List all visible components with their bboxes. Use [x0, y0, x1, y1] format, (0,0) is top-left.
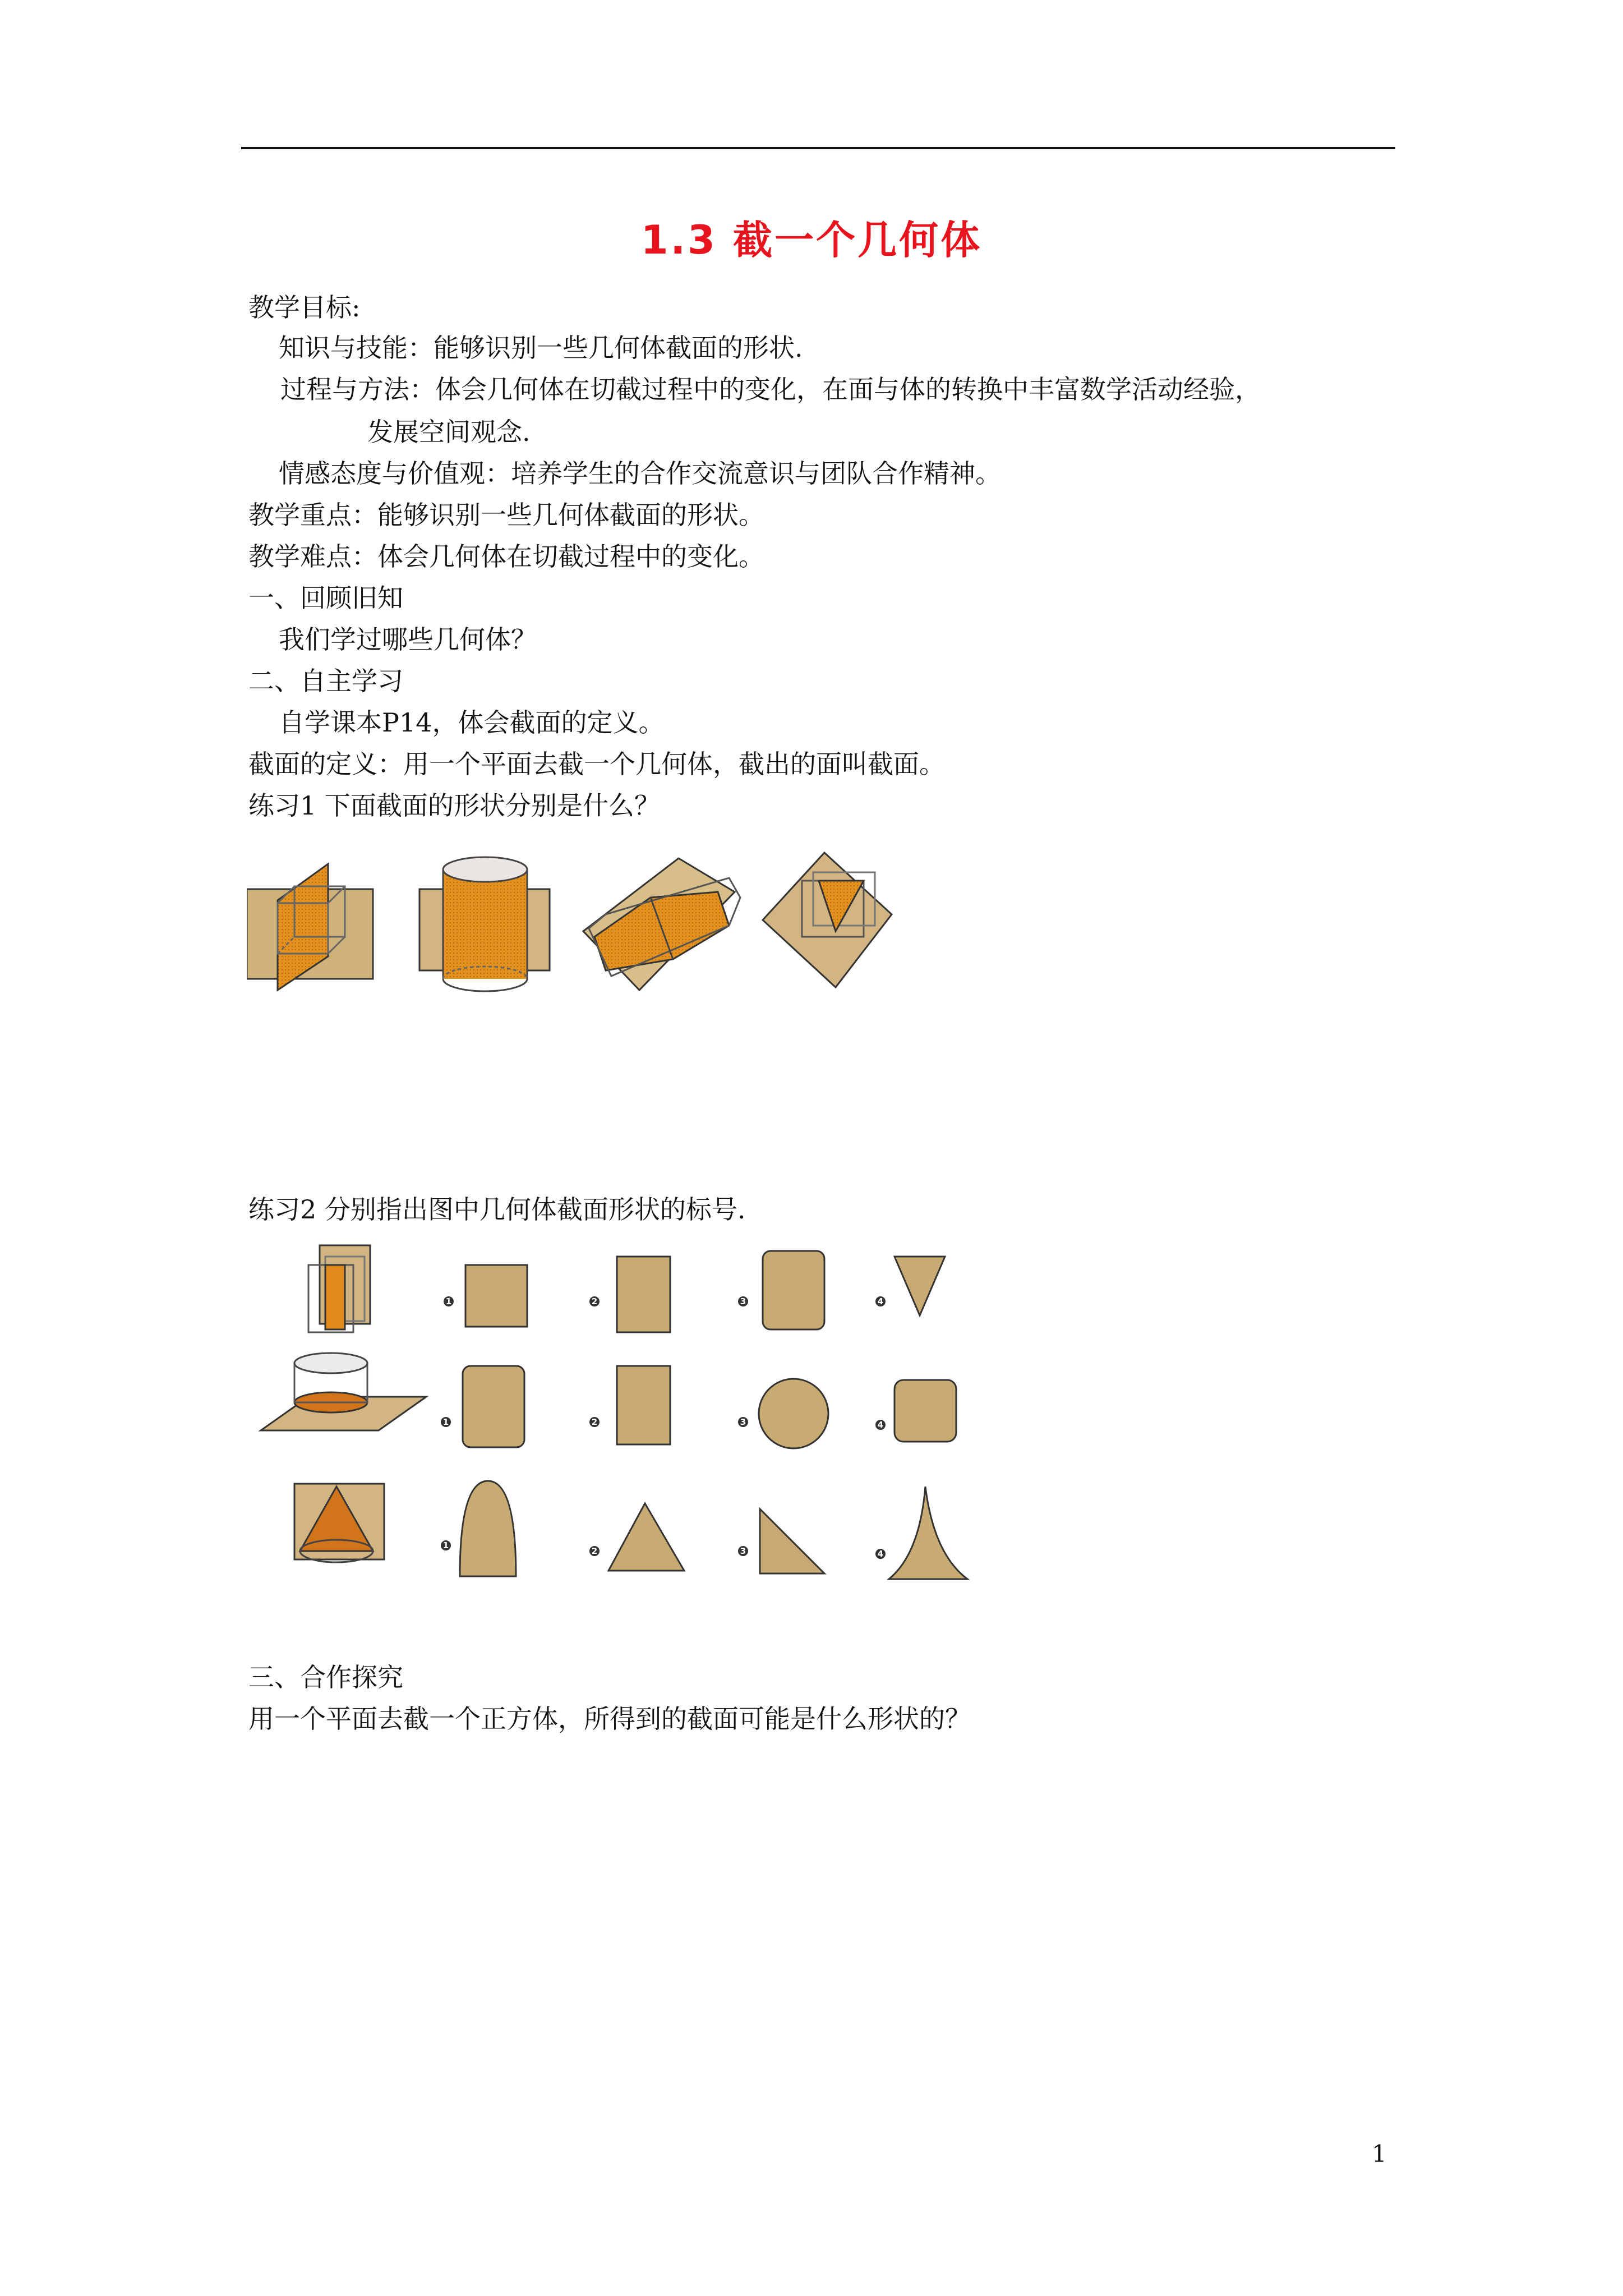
section-self-study-heading: 二、自主学习 — [248, 666, 403, 696]
opt-1-label: 1 — [445, 1296, 452, 1306]
difficulty: 教学难点：体会几何体在切截过程中的变化。 — [248, 541, 764, 572]
row2-cylinder — [261, 1353, 426, 1430]
page-number: 1 — [1372, 2140, 1387, 2168]
section-explore-heading: 三、合作探究 — [248, 1662, 403, 1692]
svg-text:4: 4 — [877, 1420, 884, 1430]
rectangle-shape — [617, 1257, 670, 1332]
svg-text:2: 2 — [591, 1296, 598, 1306]
svg-text:1: 1 — [442, 1540, 449, 1550]
circle-shape — [759, 1379, 828, 1448]
row3-cone — [294, 1484, 384, 1562]
cube-plane-figure — [247, 864, 373, 990]
objective-attitude: 情感态度与价值观：培养学生的合作交流意识与团队合作精神。 — [279, 458, 1001, 489]
curved-triangle-shape — [889, 1487, 967, 1579]
svg-text:3: 3 — [740, 1417, 746, 1427]
header-rule — [241, 147, 1395, 149]
objective-process-cont: 发展空间观念. — [367, 417, 531, 447]
rounded-rect-shape — [763, 1251, 824, 1329]
triangle-shape — [895, 1257, 945, 1315]
exercise1-label: 练习1 下面截面的形状分别是什么？ — [248, 790, 660, 821]
cube-diagonal-figure — [763, 853, 892, 987]
svg-text:1: 1 — [442, 1417, 449, 1427]
section-review-heading: 一、回顾旧知 — [248, 583, 403, 613]
prism-plane-figure — [583, 858, 740, 990]
svg-text:3: 3 — [740, 1296, 746, 1306]
svg-text:3: 3 — [740, 1546, 746, 1556]
page-title: 1.3 截一个几何体 — [640, 217, 983, 263]
review-question: 我们学过哪些几何体？ — [279, 624, 537, 655]
objective-process: 过程与方法：体会几何体在切截过程中的变化，在面与体的转换中丰富数学活动经验， — [280, 374, 1261, 404]
explore-question: 用一个平面去截一个正方体，所得到的截面可能是什么形状的？ — [248, 1704, 971, 1734]
cross-section-definition: 截面的定义：用一个平面去截一个几何体，截出的面叫截面。 — [248, 749, 945, 779]
exercise1-figures — [247, 847, 903, 999]
svg-text:2: 2 — [591, 1417, 598, 1427]
svg-text:4: 4 — [877, 1296, 884, 1306]
parabola-shape — [460, 1481, 516, 1576]
svg-text:2: 2 — [591, 1546, 598, 1556]
square-shape — [465, 1265, 527, 1327]
row1-prism — [308, 1245, 370, 1332]
exercise2-figures — [258, 1240, 981, 1593]
svg-text:4: 4 — [877, 1549, 884, 1559]
self-study-text: 自学课本P14，体会截面的定义。 — [279, 707, 665, 738]
cylinder-plane-figure — [419, 857, 550, 991]
objectives-heading: 教学目标: — [248, 292, 361, 323]
key-point: 教学重点：能够识别一些几何体截面的形状。 — [248, 500, 764, 530]
exercise2-label: 练习2 分别指出图中几何体截面形状的标号. — [248, 1194, 746, 1225]
objective-knowledge: 知识与技能：能够识别一些几何体截面的形状. — [279, 333, 803, 363]
